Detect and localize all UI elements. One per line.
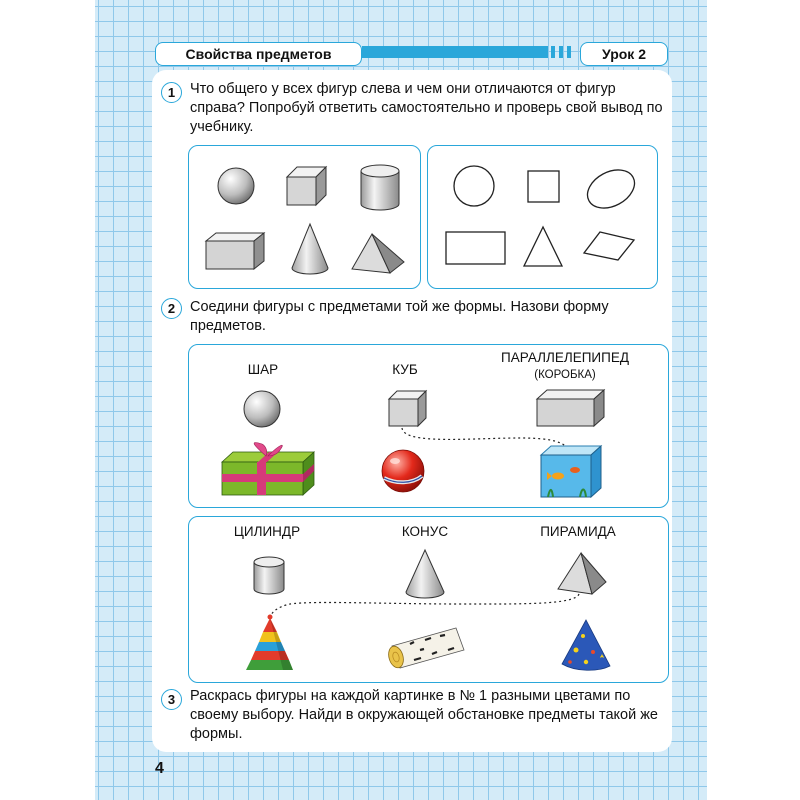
- stacking-pyramid-icon: [246, 615, 293, 671]
- cone-icon: [292, 224, 328, 274]
- birch-log-icon: [386, 628, 464, 670]
- cylinder-icon: [254, 557, 284, 594]
- pyramid-icon: [352, 234, 404, 273]
- label-parallelepiped: ПАРАЛЛЕЛЕПИПЕД: [501, 350, 629, 365]
- label-pyramid: ПИРАМИДА: [540, 524, 616, 539]
- cylinder-icon: [361, 165, 399, 210]
- task-text: Соедини фигуры с предметами той же формы. Назови форму предметов.: [190, 299, 609, 334]
- page-number: 4: [155, 760, 164, 777]
- cube-icon: [287, 167, 326, 205]
- triangle-icon: [524, 227, 562, 266]
- ball-icon: [382, 450, 424, 492]
- lesson-label: Урок 2: [580, 42, 668, 66]
- label-box: (КОРОБКА): [534, 369, 596, 381]
- task-number: 2: [161, 298, 182, 319]
- aquarium-icon: [541, 446, 601, 497]
- sphere-icon: [218, 168, 254, 204]
- connector-line: [402, 428, 570, 452]
- page-title: Свойства предметов: [155, 42, 362, 66]
- cube-icon: [389, 391, 426, 426]
- task-text: Раскрась фигуры на каждой картинке в № 1 разными цветами по своему выбору. Найди в окружающей обстановке предметы такой же формы.: [190, 688, 659, 742]
- box-icon: [537, 390, 604, 426]
- task-number: 3: [161, 689, 182, 710]
- party-hat-icon: [562, 620, 610, 670]
- label-sphere: ШАР: [247, 362, 279, 377]
- cone-icon: [406, 550, 444, 598]
- label-cube: КУБ: [392, 362, 418, 377]
- rhombus-icon: [584, 232, 634, 260]
- label-cone: КОНУС: [401, 524, 449, 539]
- label-cylinder: ЦИЛИНДР: [233, 524, 301, 539]
- task-number: 1: [161, 82, 182, 103]
- gift-box-icon: [222, 443, 314, 496]
- oval-icon: [581, 162, 641, 215]
- task-text: Что общего у всех фигур слева и чем они отличаются от фигур справа? Попробуй ответить самостоятельно и проверь свой вывод по учебнику.: [190, 81, 663, 135]
- rectangle-icon: [446, 232, 505, 264]
- circle-icon: [454, 166, 494, 206]
- square-icon: [528, 171, 559, 202]
- box-icon: [206, 233, 264, 269]
- pyramid-icon: [558, 553, 606, 594]
- sphere-icon: [244, 391, 280, 427]
